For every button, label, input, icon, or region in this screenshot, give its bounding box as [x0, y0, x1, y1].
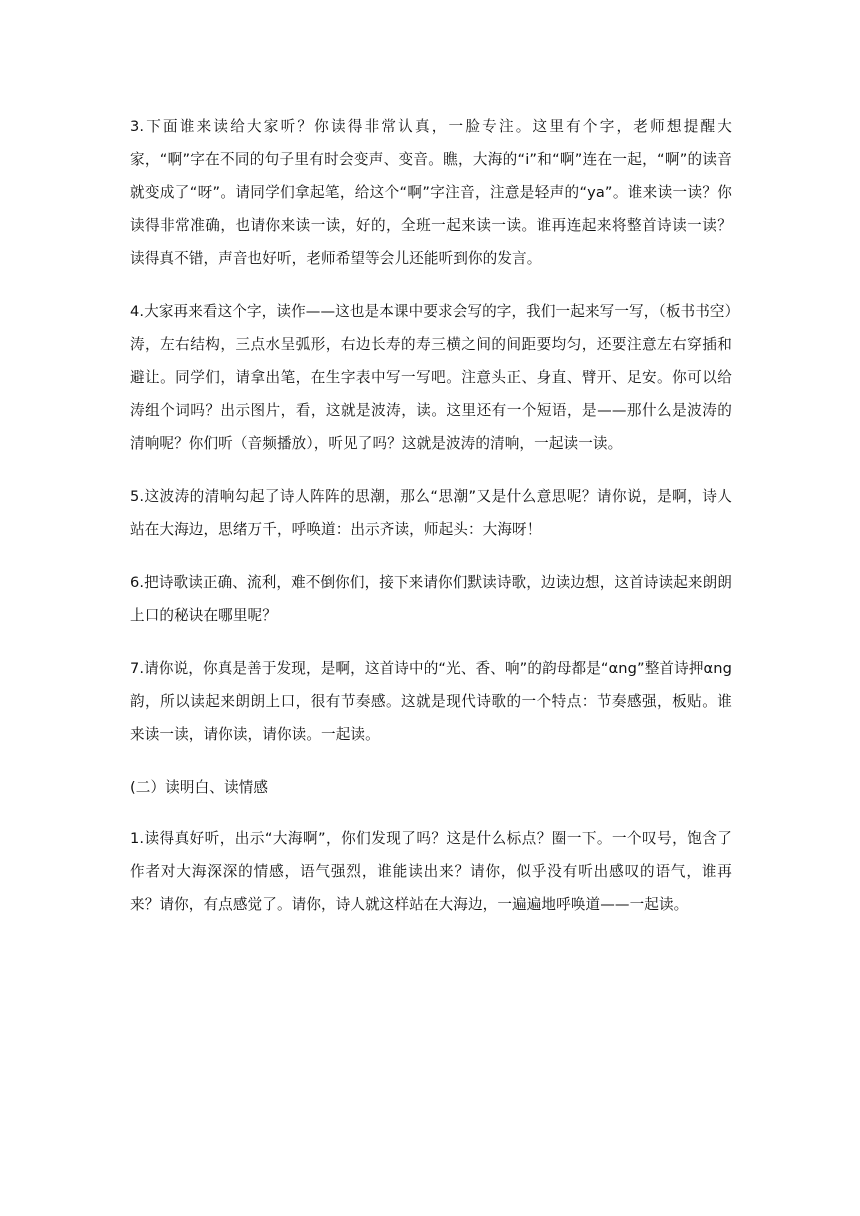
paragraph-5: 5.这波涛的清响勾起了诗人阵阵的思潮，那么“思潮”又是什么意思呢？请你说，是啊，诗人站在大海边，思绪万千，呼唤道：出示齐读，师起头：大海呀！ — [130, 488, 732, 538]
paragraph-3: 3.下面谁来读给大家听？你读得非常认真，一脸专注。这里有个字，老师想提醒大家，“啊”字在不同的句子里有时会变声、变音。瞧，大海的“i”和“啊”连在一起，“啊”的读音就变成了“呀”。请同学们拿起笔，给这个“啊”字注音，注意是轻声的“ya”。谁来读一读？你读得非常准确，也请你来读一读，好的，全班一起来读一读。谁再连起来将整首诗读一读？读得真不错，声音也好听，老师希望等会儿还能听到你的发言。 — [130, 118, 732, 267]
paragraph-6: 6.把诗歌读正确、流利，难不倒你们，接下来请你们默读诗歌，边读边想，这首诗读起来朗朗上口的秘诀在哪里呢？ — [130, 574, 732, 624]
document-page — [130, 110, 732, 941]
paragraph-section2-1: 1.读得真好听，出示“大海啊”，你们发现了吗？这是什么标点？圈一下。一个叹号，饱含了作者对大海深深的情感，语气强烈，谁能读出来？请你，似乎没有听出感叹的语气，谁再来？请你，有点感觉了。请你，诗人就这样站在大海边，一遍遍地呼唤道——一起读。 — [130, 830, 732, 913]
paragraph-4: 4.大家再来看这个字，读作——这也是本课中要求会写的字，我们一起来写一写，（板书书空）涛，左右结构，三点水呈弧形，右边长寿的寿三横之间的间距要均匀，还要注意左右穿插和避让。同学们，请拿出笔，在生字表中写一写吧。注意头正、身直、臂开、足安。你可以给涛组个词吗？出示图片，看，这就是波涛，读。这里还有一个短语，是——那什么是波涛的清响呢？你们听（音频播放），听见了吗？这就是波涛的清响，一起读一读。 — [130, 303, 732, 452]
section-heading: (二）读明白、读情感 — [130, 779, 269, 796]
paragraph-7: 7.请你说，你真是善于发现，是啊，这首诗中的“光、香、响”的韵母都是“αng”整首诗押αng韵，所以读起来朗朗上口，很有节奏感。这就是现代诗歌的一个特点：节奏感强，板贴。谁来读一读，请你读，请你读。一起读。 — [130, 660, 732, 743]
